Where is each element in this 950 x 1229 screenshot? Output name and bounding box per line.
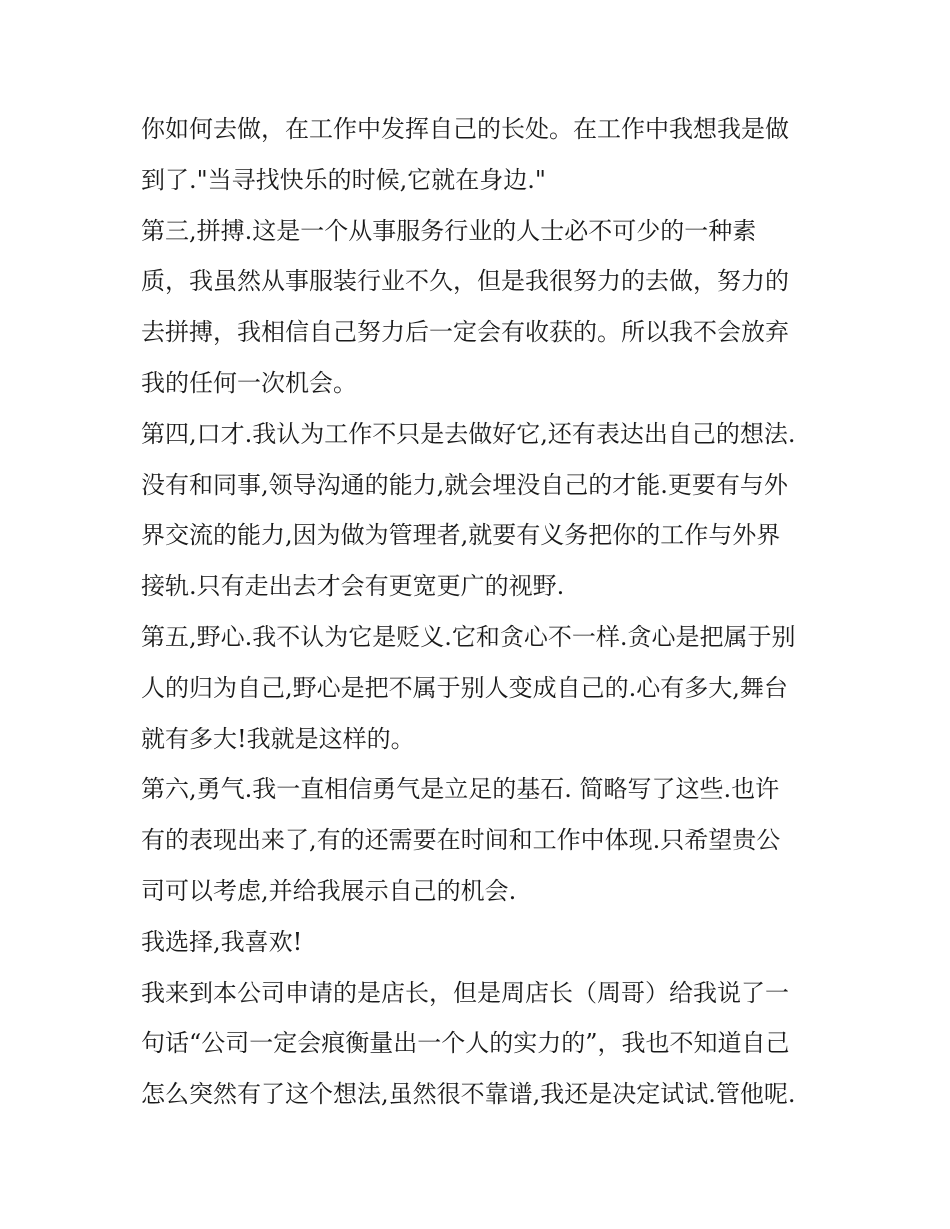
text-line: 接轨.只有走出去才会有更宽更广的视野. (141, 572, 565, 601)
text-line: 没有和同事,领导沟通的能力,就会埋没自己的才能.更要有与外 (141, 470, 788, 499)
text-line: 我的任何一次机会。 (141, 368, 357, 397)
body-text (141, 104, 821, 1120)
text-line: 第六,勇气.我一直相信勇气是立足的基石. 简略写了这些.也许 (141, 775, 780, 804)
text-line: 我选择,我喜欢! (141, 927, 303, 956)
text-line: 第三,拼搏.这是一个从事服务行业的人士必不可少的一种素 (141, 216, 757, 245)
text-line: 有的表现出来了,有的还需要在时间和工作中体现.只希望贵公 (141, 826, 781, 855)
text-line: 第四,口才.我认为工作不只是去做好它,还有表达出自己的想法. (141, 419, 796, 448)
text-line: 质，我虽然从事服装行业不久，但是我很努力的去做，努力的 (141, 267, 789, 296)
text-line: 到了."当寻找快乐的时候,它就在身边." (141, 165, 546, 194)
text-line: 去拼搏，我相信自己努力后一定会有收获的。所以我不会放弃 (141, 318, 789, 347)
text-line: 我来到本公司申请的是店长，但是周店长（周哥）给我说了一 (141, 978, 789, 1007)
text-line: 怎么突然有了这个想法,虽然很不靠谱,我还是决定试试.管他呢. (141, 1080, 796, 1109)
text-line: 就有多大!我就是这样的。 (141, 724, 415, 753)
text-line: 界交流的能力,因为做为管理者,就要有义务把你的工作与外界 (141, 521, 781, 550)
text-line: 句话“公司一定会痕衡量出一个人的实力的”，我也不知道自己 (141, 1029, 790, 1058)
text-line: 你如何去做，在工作中发挥自己的长处。在工作中我想我是做 (141, 115, 789, 143)
text-line: 司可以考虑,并给我展示自己的机会. (141, 876, 517, 905)
text-line: 人的归为自己,野心是把不属于别人变成自己的.心有多大,舞台 (141, 673, 788, 702)
text-line: 第五,野心.我不认为它是贬义.它和贪心不一样.贪心是把属于别 (141, 622, 796, 651)
